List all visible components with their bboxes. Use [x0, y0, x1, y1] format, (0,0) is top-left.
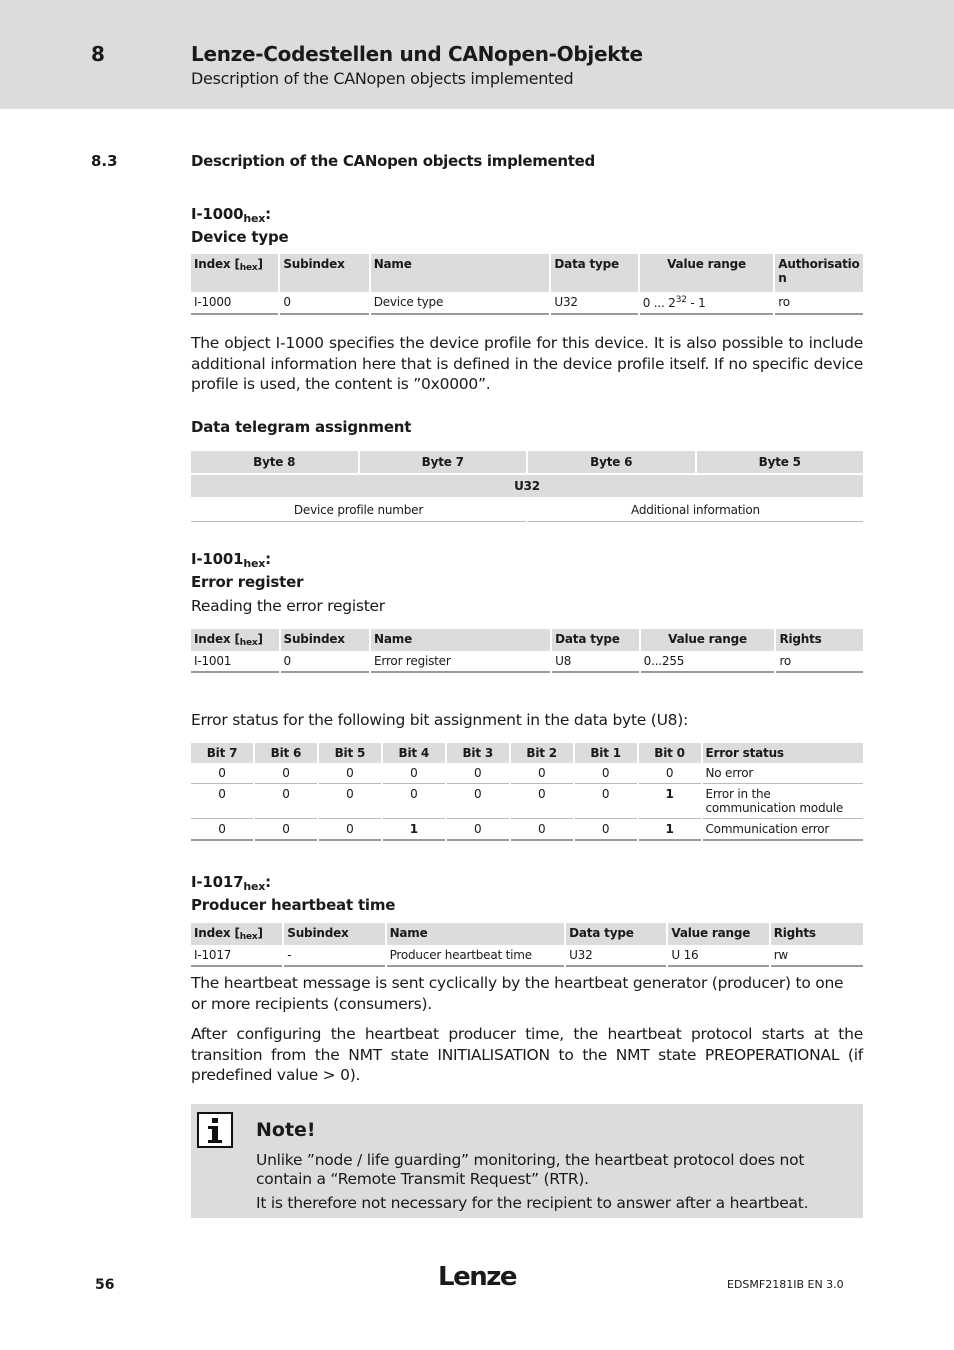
- error-status-cell: No error: [703, 763, 864, 784]
- byte-row: [191, 451, 863, 475]
- cell-value-range: 0 ... $2^{32} - 1$: [640, 292, 774, 315]
- lenze-logo: Lenze: [438, 1262, 516, 1292]
- part-cell: Device profile number: [191, 499, 526, 522]
- bit-cell: 0: [575, 784, 637, 819]
- cell-data-type: U8: [552, 651, 639, 673]
- parts-row: [191, 499, 863, 522]
- object-1000-description: The object I-1000 specifies the device profile for this device. It is also possible to include additional information here that is defined in the device profile itself. If no specific device profile is used, the content is ”0x0000”.: [191, 334, 863, 393]
- header-bit: Bit 0: [639, 743, 701, 763]
- note-title: Note!: [256, 1119, 316, 1141]
- table-header-row: [191, 629, 863, 651]
- object-name: Error register: [191, 573, 304, 591]
- object-1000-table: [189, 254, 865, 315]
- header-error-status: Error status: [703, 743, 864, 763]
- object-index: I-1001: [191, 550, 244, 568]
- header-bit: Bit 1: [575, 743, 637, 763]
- object-name: Device type: [191, 228, 289, 246]
- byte-cell: Byte 7: [360, 451, 527, 475]
- bit-cell: 0: [511, 819, 573, 841]
- table-row: [191, 651, 863, 673]
- header-subindex: Subindex: [281, 629, 370, 651]
- info-icon: [197, 1112, 233, 1148]
- header-subindex: Subindex: [280, 254, 368, 292]
- object-1001-table: [189, 629, 865, 673]
- telegram-table: [189, 451, 865, 522]
- bit-cell: 0: [447, 819, 509, 841]
- bit-cell: 0: [255, 763, 317, 784]
- type-cell: U32: [191, 475, 863, 499]
- heartbeat-paragraph-1: The heartbeat message is sent cyclically by the heartbeat generator (producer) to one or more recipients (consumers).: [191, 974, 844, 1013]
- type-row: [191, 475, 863, 499]
- cell-subindex: 0: [281, 651, 370, 673]
- bit-cell: 1: [639, 819, 701, 841]
- cell-index: I-1017: [191, 945, 282, 967]
- cell-index: I-1001: [191, 651, 279, 673]
- header-rights: Rights: [771, 923, 863, 945]
- header-name: Name: [371, 254, 550, 292]
- header-index: Index $[_{hex}]$: [191, 254, 278, 292]
- table-row: [191, 292, 863, 315]
- table-row: [191, 784, 863, 819]
- header-name: Name: [371, 629, 550, 651]
- bit-cell: 0: [383, 784, 445, 819]
- header-index: Index $[_{hex}]$: [191, 629, 279, 651]
- object-index: I-1000: [191, 205, 244, 223]
- bit-cell: 1: [383, 819, 445, 841]
- header-value-range: Value range: [641, 629, 775, 651]
- header-name: Name: [387, 923, 565, 945]
- heading-colon: :: [265, 873, 271, 891]
- header-bit: Bit 5: [319, 743, 381, 763]
- object-1001-intro: Reading the error register: [191, 597, 385, 615]
- table-header-row: [191, 743, 863, 763]
- heading-colon: :: [265, 550, 271, 568]
- cell-value-range: 0...255: [641, 651, 775, 673]
- cell-authorisation: ro: [775, 292, 863, 315]
- heading-colon: :: [265, 205, 271, 223]
- bit-cell: 0: [383, 763, 445, 784]
- hex-subscript: hex: [243, 880, 266, 893]
- heartbeat-paragraph-2: After configuring the heartbeat producer time, the heartbeat protocol starts at the transition from the NMT state INITIALISATION to the NMT state PREOPERATIONAL (if predefined value > 0).: [191, 1025, 863, 1084]
- bit-cell: 0: [447, 763, 509, 784]
- bit-cell: 0: [191, 784, 253, 819]
- header-subindex: Subindex: [284, 923, 384, 945]
- cell-rights: rw: [771, 945, 863, 967]
- header-data-type: Data type: [552, 629, 639, 651]
- bit-cell: 0: [255, 819, 317, 841]
- header-bit: Bit 6: [255, 743, 317, 763]
- section-title: Description of the CANopen objects implemented: [191, 152, 595, 170]
- table-row: [191, 819, 863, 841]
- header-data-type: Data type: [551, 254, 637, 292]
- bit-cell: 0: [639, 763, 701, 784]
- byte-cell: Byte 8: [191, 451, 358, 475]
- bit-cell: 0: [255, 784, 317, 819]
- bit-cell: 0: [575, 819, 637, 841]
- bit-cell: 0: [319, 819, 381, 841]
- page-number: 56: [95, 1277, 115, 1293]
- bit-cell: 1: [639, 784, 701, 819]
- document-id: EDSMF2181IB EN 3.0: [727, 1278, 844, 1291]
- telegram-heading: Data telegram assignment: [191, 418, 412, 436]
- object-name: Producer heartbeat time: [191, 896, 396, 914]
- byte-cell: Byte 5: [697, 451, 864, 475]
- bit-cell: 0: [191, 819, 253, 841]
- section-number: 8.3: [91, 152, 118, 170]
- cell-subindex: 0: [280, 292, 368, 315]
- table-row: [191, 763, 863, 784]
- header-bit: Bit 3: [447, 743, 509, 763]
- hex-subscript: hex: [243, 557, 266, 570]
- header-data-type: Data type: [566, 923, 666, 945]
- header-bit: Bit 7: [191, 743, 253, 763]
- object-1017-heading: [191, 873, 395, 915]
- error-status-cell: Communication error: [703, 819, 864, 841]
- bit-cell: 0: [511, 763, 573, 784]
- cell-data-type: U32: [551, 292, 637, 315]
- chapter-number: 8: [91, 42, 105, 66]
- cell-name: Producer heartbeat time: [387, 945, 565, 967]
- note-box: [191, 1104, 863, 1218]
- bit-cell: 0: [575, 763, 637, 784]
- table-row: [191, 945, 863, 967]
- header-value-range: Value range: [640, 254, 774, 292]
- cell-subindex: -: [284, 945, 384, 967]
- byte-cell: Byte 6: [528, 451, 695, 475]
- cell-data-type: U32: [566, 945, 666, 967]
- bit-cell: 0: [319, 784, 381, 819]
- header-authorisation: Authorisatio n: [775, 254, 863, 292]
- error-status-cell: Error in the communication module: [703, 784, 864, 819]
- table-header-row: [191, 923, 863, 945]
- header-bit: Bit 2: [511, 743, 573, 763]
- header-value-range: Value range: [668, 923, 768, 945]
- bit-cell: 0: [191, 763, 253, 784]
- cell-name: Device type: [371, 292, 550, 315]
- chapter-header: [0, 0, 954, 109]
- cell-value-range: U 16: [668, 945, 768, 967]
- chapter-title: Lenze-Codestellen und CANopen-Objekte: [191, 42, 643, 66]
- header-bit: Bit 4: [383, 743, 445, 763]
- object-1017-table: [189, 923, 865, 967]
- note-text-1: Unlike ”node / life guarding” monitoring, the heartbeat protocol does not contain a “Remote Transmit Request” (RTR).: [256, 1151, 805, 1188]
- object-1001-heading: [191, 550, 303, 592]
- bit-cell: 0: [511, 784, 573, 819]
- cell-rights: ro: [776, 651, 863, 673]
- part-cell: Additional information: [528, 499, 863, 522]
- bit-assignment-intro: Error status for the following bit assignment in the data byte (U8):: [191, 711, 689, 729]
- object-1000-heading: [191, 205, 289, 247]
- hex-subscript: hex: [243, 212, 266, 225]
- header-rights: Rights: [776, 629, 863, 651]
- header-index: Index $[_{hex}]$: [191, 923, 282, 945]
- bit-table: [189, 743, 865, 841]
- bit-cell: 0: [319, 763, 381, 784]
- bit-cell: 0: [447, 784, 509, 819]
- chapter-subtitle: Description of the CANopen objects implemented: [191, 69, 574, 88]
- note-text-2: It is therefore not necessary for the recipient to answer after a heartbeat.: [256, 1194, 809, 1212]
- object-index: I-1017: [191, 873, 244, 891]
- cell-index: I-1000: [191, 292, 278, 315]
- table-header-row: [191, 254, 863, 292]
- cell-name: Error register: [371, 651, 550, 673]
